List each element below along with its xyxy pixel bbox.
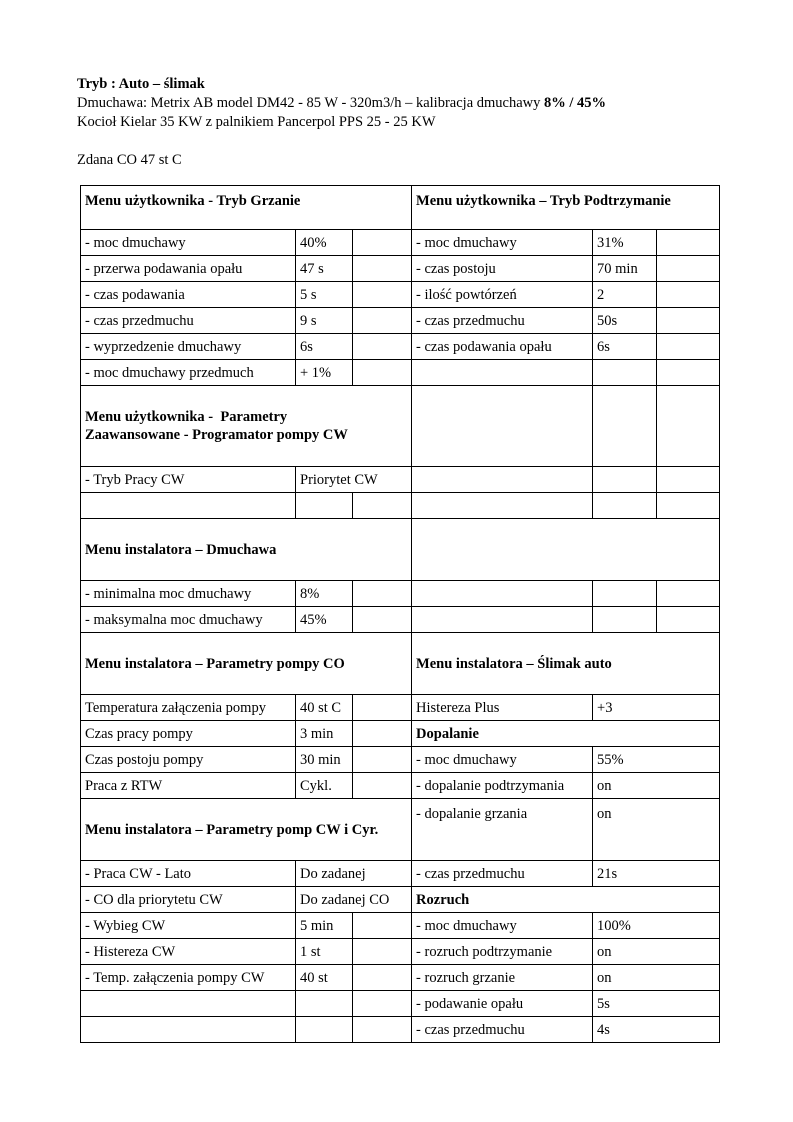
table-row — [81, 334, 720, 360]
cell-empty — [353, 913, 412, 939]
table-row — [81, 186, 720, 230]
cell-label: - czas przedmuchu — [412, 308, 593, 334]
cell-value: on — [593, 939, 720, 965]
cell-value: 47 s — [296, 256, 353, 282]
cell-value: 5s — [593, 991, 720, 1017]
cell-value: + 1% — [296, 360, 353, 386]
cell-value: on — [593, 799, 720, 861]
subsection-heading: Dopalanie — [412, 721, 720, 747]
table-row — [81, 230, 720, 256]
table-row — [81, 695, 720, 721]
cell-empty — [353, 773, 412, 799]
cell-empty — [353, 695, 412, 721]
cell-label: - czas postoju — [412, 256, 593, 282]
cell-empty — [353, 939, 412, 965]
cell-label: - Temp. załączenia pompy CW — [81, 965, 296, 991]
cell-empty — [412, 493, 593, 519]
cell-empty — [296, 493, 353, 519]
cell-empty — [593, 607, 657, 633]
cell-label: Czas postoju pompy — [81, 747, 296, 773]
cell-value: 5 min — [296, 913, 353, 939]
cell-value: 40 st — [296, 965, 353, 991]
cell-value: Do zadanej — [296, 861, 412, 887]
cell-empty — [412, 467, 593, 493]
cell-label: - rozruch grzanie — [412, 965, 593, 991]
cell-empty — [657, 282, 720, 308]
section-heading: Menu instalatora – Parametry pompy CO — [81, 633, 412, 695]
cell-label: - dopalanie grzania — [412, 799, 593, 861]
section-heading: Menu instalatora – Ślimak auto — [412, 633, 720, 695]
cell-label: - przerwa podawania opału — [81, 256, 296, 282]
cell-label: - ilość powtórzeń — [412, 282, 593, 308]
cell-label: - CO dla priorytetu CW — [81, 887, 296, 913]
section-heading: Menu użytkownika – Tryb Podtrzymanie — [412, 186, 720, 230]
cell-empty — [353, 230, 412, 256]
table-row — [81, 633, 720, 695]
table-row — [81, 1017, 720, 1043]
cell-empty — [81, 493, 296, 519]
cell-value: 31% — [593, 230, 657, 256]
table-row — [81, 861, 720, 887]
table-row — [81, 747, 720, 773]
cell-empty — [657, 493, 720, 519]
mode-title: Tryb : Auto – ślimak — [77, 76, 205, 92]
cell-empty — [353, 1017, 412, 1043]
cell-label: - moc dmuchawy — [81, 230, 296, 256]
cell-empty — [296, 1017, 353, 1043]
cell-label: Temperatura załączenia pompy — [81, 695, 296, 721]
cell-value: 6s — [296, 334, 353, 360]
section-heading: Menu użytkownika - Tryb Grzanie — [81, 186, 412, 230]
cell-label: - czas przedmuchu — [412, 1017, 593, 1043]
table-row — [81, 360, 720, 386]
cell-empty — [81, 991, 296, 1017]
cell-empty — [412, 519, 720, 581]
cell-empty — [657, 308, 720, 334]
cell-empty — [353, 721, 412, 747]
cell-empty — [296, 991, 353, 1017]
table-row — [81, 493, 720, 519]
boiler-info: Kocioł Kielar 35 KW z palnikiem Pancerpol PPS 25 - 25 KW — [77, 114, 436, 130]
cell-value: 55% — [593, 747, 720, 773]
cell-empty — [657, 607, 720, 633]
cell-empty — [657, 360, 720, 386]
cell-empty — [81, 1017, 296, 1043]
table-row — [81, 721, 720, 747]
cell-empty — [657, 467, 720, 493]
cell-value: 45% — [296, 607, 353, 633]
table-row — [81, 256, 720, 282]
cell-label: - minimalna moc dmuchawy — [81, 581, 296, 607]
table-row — [81, 773, 720, 799]
cell-empty — [412, 607, 593, 633]
cell-value: 9 s — [296, 308, 353, 334]
cell-empty — [593, 360, 657, 386]
cell-empty — [412, 360, 593, 386]
cell-label: Czas pracy pompy — [81, 721, 296, 747]
cell-value: 1 st — [296, 939, 353, 965]
cell-label: - moc dmuchawy przedmuch — [81, 360, 296, 386]
cell-label: Histereza Plus — [412, 695, 593, 721]
cell-value: 50s — [593, 308, 657, 334]
cell-value: 21s — [593, 861, 720, 887]
cell-empty — [353, 308, 412, 334]
cell-empty — [353, 581, 412, 607]
cell-empty — [353, 282, 412, 308]
cell-value: 4s — [593, 1017, 720, 1043]
cell-label: - wyprzedzenie dmuchawy — [81, 334, 296, 360]
cell-empty — [353, 360, 412, 386]
cell-empty — [353, 747, 412, 773]
cell-value: Do zadanej CO — [296, 887, 412, 913]
cell-label: - Histereza CW — [81, 939, 296, 965]
cell-label: - Wybieg CW — [81, 913, 296, 939]
section-heading: Menu instalatora – Dmuchawa — [81, 519, 412, 581]
subsection-heading: Rozruch — [412, 887, 720, 913]
table-row — [81, 887, 720, 913]
cell-value: +3 — [593, 695, 720, 721]
cell-label: - maksymalna moc dmuchawy — [81, 607, 296, 633]
table-row — [81, 467, 720, 493]
cell-empty — [353, 991, 412, 1017]
cell-value: 6s — [593, 334, 657, 360]
cell-empty — [353, 256, 412, 282]
cell-value: 5 s — [296, 282, 353, 308]
table-row — [81, 991, 720, 1017]
cell-value: 40 st C — [296, 695, 353, 721]
cell-label: - czas przedmuchu — [81, 308, 296, 334]
table-row — [81, 519, 720, 581]
table-row — [81, 913, 720, 939]
cell-label: - moc dmuchawy — [412, 230, 593, 256]
document-header — [77, 75, 606, 170]
cell-label: - czas podawania — [81, 282, 296, 308]
cell-value: 8% — [296, 581, 353, 607]
cell-label: - Praca CW - Lato — [81, 861, 296, 887]
cell-empty — [657, 230, 720, 256]
cell-empty — [412, 386, 593, 467]
table-row — [81, 581, 720, 607]
cell-empty — [657, 386, 720, 467]
cell-label: - czas podawania opału — [412, 334, 593, 360]
blower-info: Dmuchawa: Metrix AB model DM42 - 85 W - 320m3/h – kalibracja dmuchawy 8% / 45% — [77, 95, 607, 111]
section-heading: Menu użytkownika - Parametry Zaawansowane - Programator pompy CW — [81, 386, 412, 467]
cell-value: 2 — [593, 282, 657, 308]
cell-empty — [657, 256, 720, 282]
cell-value: 100% — [593, 913, 720, 939]
cell-empty — [353, 607, 412, 633]
cell-value: Priorytet CW — [296, 467, 412, 493]
cell-label: - czas przedmuchu — [412, 861, 593, 887]
cell-value: 3 min — [296, 721, 353, 747]
blower-calibration: 8% / 45% — [544, 95, 607, 111]
cell-label: Praca z RTW — [81, 773, 296, 799]
cell-label: - Tryb Pracy CW — [81, 467, 296, 493]
cell-label: - moc dmuchawy — [412, 913, 593, 939]
cell-empty — [353, 334, 412, 360]
table-row — [81, 939, 720, 965]
cell-value: on — [593, 965, 720, 991]
table-row — [81, 965, 720, 991]
cell-empty — [657, 581, 720, 607]
set-co-temp: Zdana CO 47 st C — [77, 152, 182, 168]
cell-value: 40% — [296, 230, 353, 256]
settings-table — [80, 185, 720, 1043]
cell-empty — [657, 334, 720, 360]
table-row — [81, 386, 720, 467]
cell-label: - dopalanie podtrzymania — [412, 773, 593, 799]
cell-empty — [412, 581, 593, 607]
cell-empty — [353, 493, 412, 519]
cell-value: 30 min — [296, 747, 353, 773]
cell-empty — [353, 965, 412, 991]
table-row — [81, 308, 720, 334]
section-heading: Menu instalatora – Parametry pomp CW i Cyr. — [81, 799, 412, 861]
table-row — [81, 607, 720, 633]
cell-empty — [593, 493, 657, 519]
cell-label: - podawanie opału — [412, 991, 593, 1017]
cell-empty — [593, 581, 657, 607]
cell-value: Cykl. — [296, 773, 353, 799]
cell-label: - rozruch podtrzymanie — [412, 939, 593, 965]
cell-value: 70 min — [593, 256, 657, 282]
cell-empty — [593, 467, 657, 493]
table-row — [81, 799, 720, 861]
table-row — [81, 282, 720, 308]
cell-empty — [593, 386, 657, 467]
cell-label: - moc dmuchawy — [412, 747, 593, 773]
cell-value: on — [593, 773, 720, 799]
